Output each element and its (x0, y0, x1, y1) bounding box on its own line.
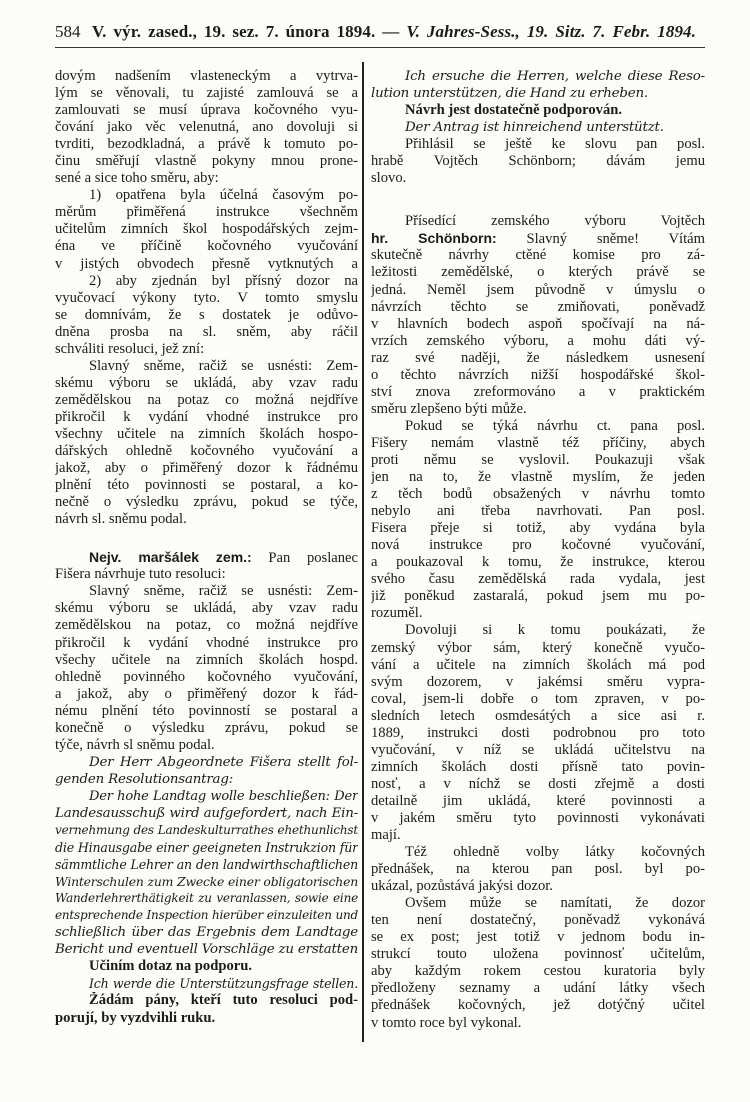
text-line: Návrh jest dostatečně podporován. (405, 102, 623, 119)
text-line: přednášek kočovných, jež dotýčný učitel (371, 997, 705, 1014)
text-line: v jistých obvodech přesně vytknutých a (55, 255, 358, 272)
text-line: Der hohe Landtag wolle beschließen: Der (89, 788, 358, 804)
text-line: skému výboru se ukládá, aby vzav radu (55, 374, 358, 391)
text-line: hrabě Vojtěch Schönborn; dávám jemu (371, 153, 705, 170)
speaker-name: Nejv. maršálek zem.: (89, 549, 252, 566)
paragraph-gap (55, 528, 358, 549)
text-line: sledních letech osmdesátých a sice asi r. (371, 707, 705, 724)
left-column (55, 68, 358, 1027)
text-line: plnění této povinnosti se postaral, a ko- (55, 477, 358, 494)
text-line: nečně o výsledku zprávu, pokud se týče, (55, 494, 358, 511)
text-line: 2) aby zjednán byl přísný dozor na (89, 272, 358, 289)
text-line: v hlavních bodech aspoň spočívají na ná- (371, 315, 705, 332)
text-line: strukcí touto uložena povinnosť učitelům, (371, 946, 705, 963)
text-line: se domnívám, že s dostatek je odůvo- (55, 306, 358, 323)
text-line: lým se věnovali, tu zajisté zamlouvá se a (55, 85, 358, 102)
text-line: čování jako věc velenutná, ano dovoluji si (55, 119, 358, 136)
text-line: již poněkud zastaralá, pokud jsem mu po- (371, 588, 705, 605)
text-line: vrzích zemského výboru, a mohu dáti vý- (371, 332, 705, 349)
text-line: coval, jsem-li dobře o tom zpraven, v po- (371, 690, 705, 707)
header-rule (55, 47, 705, 48)
text-line: a poukazoval k tomu, že instrukce, kterou (371, 554, 705, 571)
text-line: detailně jim ukládá, které povinnosti a (371, 792, 705, 809)
text-line: zemědělskou na potaz co možná nejdříve (55, 391, 358, 408)
text-line: Der Herr Abgeordnete Fišera stellt fol- (89, 754, 358, 770)
text-line: směru zlepšeno býti může. (371, 400, 527, 417)
running-head-german: V. Jahres-Sess., 19. Sitz. 7. Febr. 1894. (406, 22, 696, 41)
text-line: Ich ersuche die Herren, welche diese Reso- (405, 69, 705, 84)
text-line: schváliti resoluci, jež zní: (55, 340, 205, 357)
text-line: Žádám pány, kteří tuto resoluci pod- (89, 992, 358, 1009)
text-line: Fisera přeje si totiž, aby vydána byla (371, 520, 705, 537)
text-line: proti němu se vyslovil. Poukazuji však (371, 451, 705, 468)
text-line: svým dozorem, v jakémsi směru vypra- (371, 673, 705, 690)
text-line: jen na to, že vlastně myslím, že jeden (371, 469, 705, 486)
text-line: die Hinausgabe einer geeigneten Instrukzion für (55, 840, 358, 856)
running-head-dash: — (382, 22, 400, 41)
text-line: Též ohledně volby látky kočovných (405, 844, 705, 861)
text-line: v tomto roce byl vykonal. (371, 1014, 522, 1031)
text-line: vání a učitele na zimních školách má pod (371, 656, 705, 673)
text-line: ství znova zreformováno a v praktickém (371, 383, 705, 400)
speech-text: Pan poslanec (251, 550, 358, 567)
text-line: mají. (371, 827, 401, 844)
text-line: Fišery nemám vlastně též příčiny, abych (371, 434, 705, 451)
text-line: tvrditi, bezodkladná, a právě k tomuto po- (55, 136, 358, 153)
text-line: ten není dostatečný, poněvadž vykonává (371, 912, 705, 929)
running-head (92, 22, 696, 42)
text-line: nová instrukce pro kočovné vyučování, (371, 537, 705, 554)
text-line: nosť, a v níchž se dosti zřejmě a dosti (371, 775, 705, 792)
page-number: 584 (55, 22, 81, 41)
speaker-name: hr. Schönborn: (371, 230, 497, 247)
text-line: Winterschulen zum Zwecke einer obligatorischen (55, 874, 358, 890)
text-line: týče, návrh sl sněmu podal. (55, 736, 215, 753)
text-line: činu směřují vlastně pokyny mnou prone- (55, 153, 358, 170)
text-line: návrzích těchto se zmiňovati, poněvadž (371, 298, 705, 315)
text-line: v jakém směru tyto povinnosti vykonávati (371, 809, 705, 826)
text-line: Bericht und eventuell Vorschläge zu erstatten (55, 942, 358, 958)
text-line: svého času zemědělská rada vydala, jest (371, 571, 705, 588)
right-column (371, 68, 705, 1032)
text-line: z těch bodů obsažených v návrhu tomto (371, 486, 705, 503)
text-line: Dovoluji si k tomu poukázati, že (405, 622, 705, 639)
text-line: 1) opatřena byla účelná časovým po- (89, 187, 358, 204)
text-line: sené a sice toho směru, aby: (55, 170, 219, 187)
text-line: zemský výbor sám, který konečně vyučo- (371, 639, 705, 656)
text-line: aby každým rokem cestou kuratoria byly (371, 963, 705, 980)
text-line: lution unterstützen, die Hand zu erheben. (371, 86, 648, 102)
text-line: Wanderlehrerthätigkeit zu veranlassen, sowie eine (55, 891, 358, 906)
text-line: přednášek, na kterou pan posl. byl po- (371, 861, 705, 878)
text-line: dněna prosba na sl. sněm, aby ráčil (55, 323, 358, 340)
text-line: skému výboru se ukládá, aby vzav radu (55, 600, 358, 617)
text-line: a jakož, aby o přiměřený dozor k řád- (55, 685, 358, 702)
text-line: všechny učitele na zimních školách hospo- (55, 425, 358, 442)
running-head-czech: V. výr. zased., 19. sez. 7. února 1894. (92, 22, 376, 41)
text-line: nému plnění této povinností se postaral a (55, 702, 358, 719)
text-line: Pokud se týká návrhu ct. pana posl. (405, 417, 705, 434)
text-line: se ex post; jest totiž v jednom bodu in- (371, 929, 705, 946)
text-line: dovým nadšením vlasteneckým a vytrva- (55, 68, 358, 84)
text-line: Slavný sněme, račiž se usnésti: Zem- (89, 357, 358, 374)
text-line: Fišera návrhuje tuto resoluci: (55, 566, 226, 583)
text-line: ukázal, pozůstává jakýsi dozor. (371, 878, 553, 895)
text-line (371, 230, 705, 247)
text-line: Ovšem může se namítati, že dozor (405, 895, 705, 912)
text-line (55, 549, 358, 566)
text-line: entsprechende Inspection hierüber einzuleiten und (55, 908, 358, 923)
text-line: ležitosti zemědělské, o kterých právě se (371, 264, 705, 281)
text-line: 1889, instrukci dosti podrobnou pro toto (371, 724, 705, 741)
text-line: vyučovací výkony tyto. V tomto smyslu (55, 289, 358, 306)
text-line: Landesausschuß wird aufgefordert, nach Ein- (55, 805, 358, 821)
text-line: sämmtliche Lehrer an den landwirthschaftlichen (55, 857, 358, 873)
text-line: Der Antrag ist hinreichend unterstützt. (405, 120, 664, 136)
text-line: předloženy seznamy a udání látky všech (371, 980, 705, 997)
text-line: Ich werde die Unterstützungsfrage stellen. (89, 976, 358, 992)
text-line: přikročil k vydání vhodné instrukce pro (55, 408, 358, 425)
text-line: jedná. Neměl jsem původně v úmyslu o (371, 281, 705, 298)
text-line: raz své naději, že následkem usnesení (371, 349, 705, 366)
text-line: měrům přiměřená instrukce všechněm (55, 204, 358, 221)
text-line: konečně o výsledku zprávu, pokud se (55, 719, 358, 736)
speech-text: Slavný sněme! Vítám (496, 231, 705, 248)
text-line: Učiním dotaz na podporu. (89, 958, 252, 975)
text-line: vyučování, v níž se ukládá učitelstvu na (371, 741, 705, 758)
text-line: přikročil k vydání vhodné instrukce pro (55, 634, 358, 651)
text-line: učitelům zimních škol hospodářských zejm- (55, 221, 358, 238)
text-line: éna ve příčině kočovného vyučování (55, 238, 358, 255)
text-line: skutečně návrhy ctěné komise pro zá- (371, 247, 705, 264)
text-line: porují, by vyzdvihli ruku. (55, 1009, 216, 1026)
text-line: schließlich über das Ergebnis dem Landtage (55, 925, 358, 941)
text-line: dářských ohledně kočovného vyučování a (55, 443, 358, 460)
text-line: jakož, aby o přiměřený dozor k řádnému (55, 460, 358, 477)
text-line: všechy učitele na zimních školách hospd. (55, 651, 358, 668)
text-line: o těchto návrzích nižší hospodářské škol- (371, 366, 705, 383)
text-line: slovo. (371, 170, 407, 187)
text-line: rozuměl. (371, 605, 423, 622)
text-line: nebylo ani třeba navrhovati. Pan posl. (371, 503, 705, 520)
text-line: vernehmung des Landeskulturrathes ehethunlichst (55, 823, 358, 838)
text-line: genden Resolutionsantrag: (55, 771, 234, 787)
column-divider (362, 62, 364, 1042)
text-line: ohledně povinného kočovného vyučování, (55, 668, 358, 685)
text-line: zamlouvati se musí úprava kočovného vyu- (55, 102, 358, 119)
text-line: zemědělskou na potaz, co možná nejdříve (55, 617, 358, 634)
text-line: Slavný sněme, račiž se usnésti: Zem- (89, 583, 358, 600)
paragraph-gap (371, 187, 705, 213)
text-line: návrh sl. sněmu podal. (55, 511, 187, 528)
text-line: zimních školách dosti přísně tato povin- (371, 758, 705, 775)
text-line: Přihlásil se ještě ke slovu pan posl. (405, 136, 705, 153)
text-line: Přísedící zemského výboru Vojtěch (405, 213, 705, 230)
